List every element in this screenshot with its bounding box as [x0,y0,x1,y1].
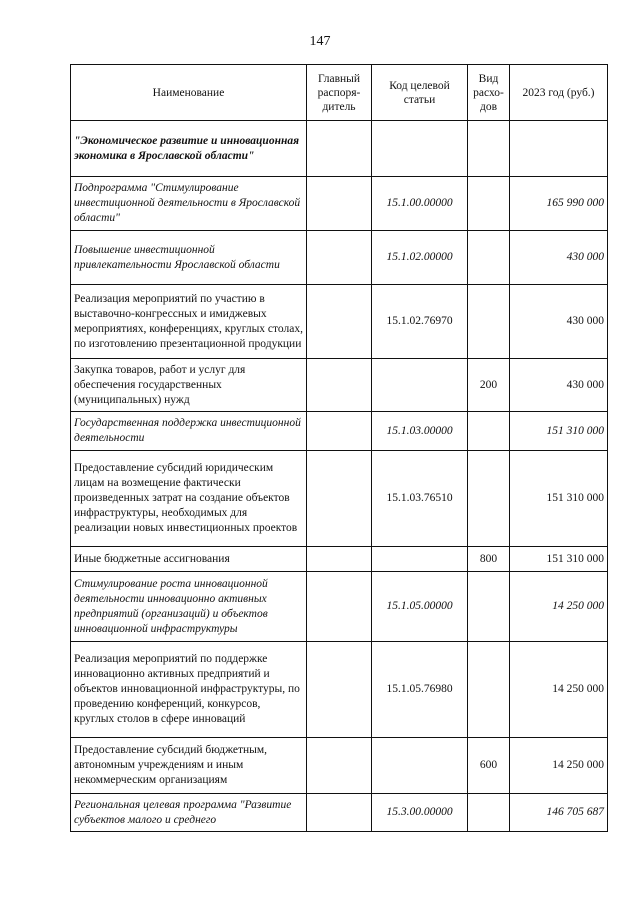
row-expense-type [468,231,510,285]
row-sum: 430 000 [510,359,608,412]
row-sum: 151 310 000 [510,451,608,547]
row-expense-type [468,121,510,177]
header-main-manager: Главный распоря-дитель [307,65,372,121]
table-row [71,285,608,359]
budget-table [70,64,608,832]
row-sum: 14 250 000 [510,738,608,794]
row-target-code: 15.1.02.76970 [372,285,468,359]
row-expense-type [468,177,510,231]
row-target-code [372,121,468,177]
row-name: "Экономическое развитие и инновационная экономика в Ярославской области" [71,121,307,177]
row-main-manager [307,547,372,572]
row-main-manager [307,121,372,177]
row-main-manager [307,177,372,231]
row-name: Закупка товаров, работ и услуг для обеспечения государственных (муниципальных) нужд [71,359,307,412]
row-main-manager [307,231,372,285]
page-number: 147 [309,34,331,49]
row-expense-type [468,642,510,738]
row-name: Предоставление субсидий юридическим лицам на возмещение фактически произведенных затрат на создание объектов инфраструктуры, необходимых для реализации новых инвестиционных проектов [71,451,307,547]
row-sum: 430 000 [510,231,608,285]
row-main-manager [307,285,372,359]
row-name: Иные бюджетные ассигнования [71,547,307,572]
row-name: Государственная поддержка инвестиционной деятельности [71,412,307,451]
row-expense-type [468,572,510,642]
row-target-code: 15.1.03.76510 [372,451,468,547]
table-row [71,572,608,642]
row-main-manager [307,359,372,412]
row-sum: 151 310 000 [510,412,608,451]
row-target-code [372,359,468,412]
row-target-code [372,547,468,572]
table-row [71,121,608,177]
row-main-manager [307,642,372,738]
table-row [71,794,608,832]
row-name: Реализация мероприятий по поддержке инновационно активных предприятий и объектов инновационной инфраструктуры, по проведению конференций, конкурсов, круглых столов в сфере инноваций [71,642,307,738]
header-year-sum: 2023 год (руб.) [510,65,608,121]
table-row [71,451,608,547]
row-target-code: 15.1.00.00000 [372,177,468,231]
header-target-code: Код целевой статьи [372,65,468,121]
row-target-code: 15.1.03.00000 [372,412,468,451]
table-row [71,231,608,285]
row-sum: 430 000 [510,285,608,359]
table-row [71,738,608,794]
row-sum: 165 990 000 [510,177,608,231]
row-target-code [372,738,468,794]
row-name: Подпрограмма "Стимулирование инвестиционной деятельности в Ярославской области" [71,177,307,231]
row-expense-type: 800 [468,547,510,572]
row-sum: 146 705 687 [510,794,608,832]
row-main-manager [307,451,372,547]
row-sum: 14 250 000 [510,572,608,642]
row-expense-type [468,794,510,832]
row-name: Реализация мероприятий по участию в выставочно-конгрессных и имиджевых мероприятиях, конференциях, круглых столах, по изготовлению презентационной продукции [71,285,307,359]
row-main-manager [307,412,372,451]
row-name: Повышение инвестиционной привлекательности Ярославской области [71,231,307,285]
row-target-code: 15.3.00.00000 [372,794,468,832]
table-row [71,547,608,572]
table-header-row [71,65,608,121]
header-name: Наименование [71,65,307,121]
row-expense-type [468,451,510,547]
table-row [71,412,608,451]
row-target-code: 15.1.05.76980 [372,642,468,738]
row-expense-type [468,412,510,451]
row-name: Стимулирование роста инновационной деятельности инновационно активных предприятий (организаций) и объектов инновационной инфраструктуры [71,572,307,642]
row-target-code: 15.1.02.00000 [372,231,468,285]
row-main-manager [307,572,372,642]
row-sum: 151 310 000 [510,547,608,572]
row-main-manager [307,738,372,794]
header-expense-type: Вид расхо-дов [468,65,510,121]
table-body [71,121,608,832]
table-row [71,359,608,412]
row-name: Предоставление субсидий бюджетным, автономным учреждениям и иным некоммерческим организациям [71,738,307,794]
table-row [71,642,608,738]
row-target-code: 15.1.05.00000 [372,572,468,642]
row-expense-type: 200 [468,359,510,412]
table-row [71,177,608,231]
row-expense-type: 600 [468,738,510,794]
row-expense-type [468,285,510,359]
row-sum [510,121,608,177]
row-name: Региональная целевая программа "Развитие субъектов малого и среднего [71,794,307,832]
row-sum: 14 250 000 [510,642,608,738]
row-main-manager [307,794,372,832]
